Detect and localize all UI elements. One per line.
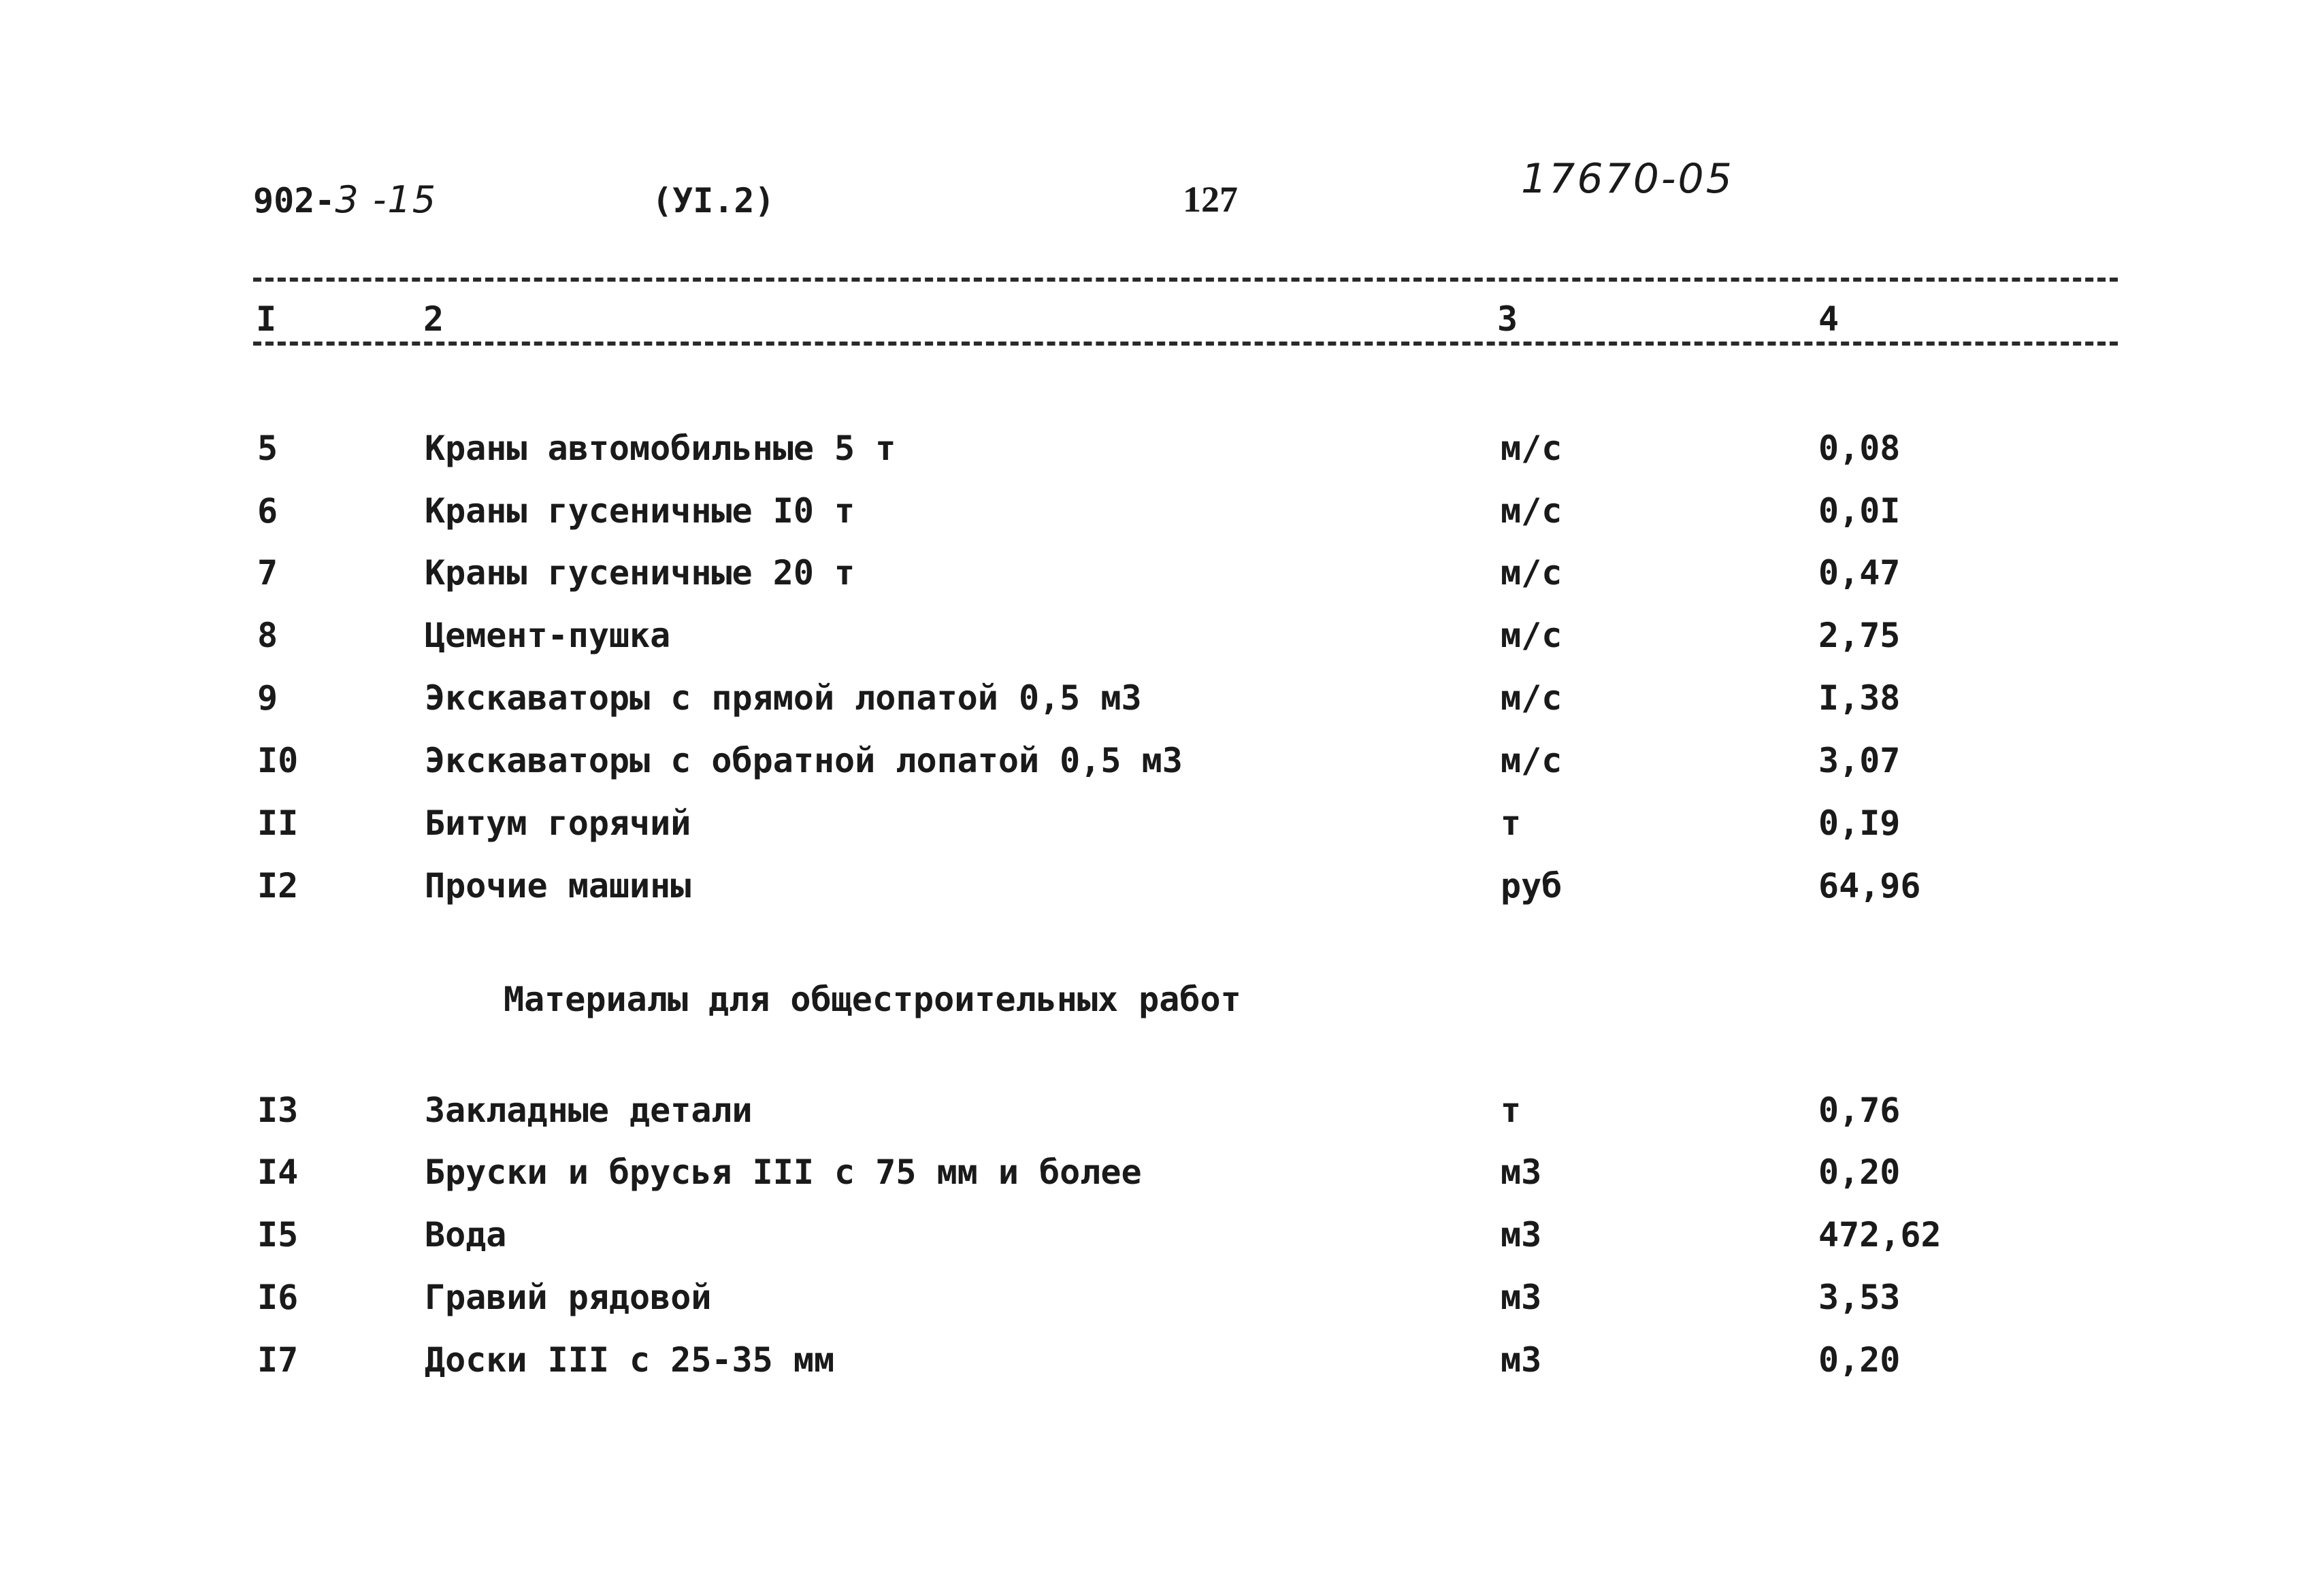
row-number: 8 [257,616,278,655]
row-unit: м3 [1501,1152,1542,1192]
row-unit: т [1501,803,1522,843]
row-number: I7 [257,1340,299,1380]
table-row [0,866,2324,920]
document-code-printed: 902- [253,181,335,220]
row-number: I2 [257,866,299,906]
row-name: Бруски и брусья III с 75 мм и более [425,1152,1142,1192]
table-row [0,803,2324,858]
table-row [0,1152,2324,1207]
row-name: Краны автомобильные 5 т [425,429,896,468]
table-top-rule [253,278,2118,282]
row-value: 0,20 [1818,1340,1901,1380]
row-value: I,38 [1818,678,1901,718]
row-unit: м/с [1501,616,1562,655]
row-number: I6 [257,1278,299,1317]
row-unit: м/с [1501,741,1562,780]
row-unit: м3 [1501,1278,1542,1317]
table-row [0,1278,2324,1332]
page-number: 127 [1183,179,1238,220]
row-name: Экскаваторы с обратной лопатой 0,5 м3 [425,741,1183,780]
table-row [0,491,2324,546]
row-value: 0,08 [1818,429,1901,468]
row-unit: м3 [1501,1340,1542,1380]
table-header-rule [253,342,2118,346]
column-number-3: 3 [1497,299,1518,339]
row-value: 2,75 [1818,616,1901,655]
row-unit: руб [1501,866,1562,906]
row-value: 3,07 [1818,741,1901,780]
row-value: 0,0I [1818,491,1901,531]
row-value: 0,76 [1818,1091,1901,1130]
row-name: Краны гусеничные I0 т [425,491,855,531]
row-name: Цемент-пушка [425,616,671,655]
row-name: Прочие машины [425,866,691,906]
column-number-2: 2 [423,299,444,339]
section-number: (УI.2) [652,181,775,220]
row-name: Экскаваторы с прямой лопатой 0,5 м3 [425,678,1142,718]
row-number: I4 [257,1152,299,1192]
row-value: 0,20 [1818,1152,1901,1192]
row-unit: м/с [1501,429,1562,468]
row-name: Вода [425,1215,507,1255]
row-unit: т [1501,1091,1522,1130]
table-row [0,1215,2324,1269]
row-value: 64,96 [1818,866,1921,906]
row-number: I5 [257,1215,299,1255]
row-name: Доски III с 25-35 мм [425,1340,835,1380]
row-unit: м/с [1501,553,1562,593]
table-row [0,429,2324,483]
row-value: 0,I9 [1818,803,1901,843]
row-name: Краны гусеничные 20 т [425,553,855,593]
row-value: 472,62 [1818,1215,1942,1255]
table-row [0,741,2324,795]
table-row [0,1091,2324,1145]
row-value: 0,47 [1818,553,1901,593]
row-unit: м3 [1501,1215,1542,1255]
document-code-handwritten: 3 -15 [335,178,438,221]
table-row [0,616,2324,670]
table-row [0,678,2324,733]
row-number: I0 [257,741,299,780]
row-value: 3,53 [1818,1278,1901,1317]
row-name: Битум горячий [425,803,691,843]
row-number: 7 [257,553,278,593]
row-name: Гравий рядовой [425,1278,712,1317]
row-unit: м/с [1501,678,1562,718]
column-number-4: 4 [1818,299,1839,339]
table-row [0,553,2324,608]
row-number: 5 [257,429,278,468]
row-unit: м/с [1501,491,1562,531]
section-title: Материалы для общестроительных работ [504,980,1241,1019]
album-number-handwritten: 17670-05 [1521,155,1734,203]
table-row [0,1340,2324,1395]
document-code [253,178,437,221]
column-number-1: I [256,299,277,339]
row-number: 6 [257,491,278,531]
row-number: II [257,803,299,843]
row-name: Закладные детали [425,1091,753,1130]
row-number: I3 [257,1091,299,1130]
row-number: 9 [257,678,278,718]
